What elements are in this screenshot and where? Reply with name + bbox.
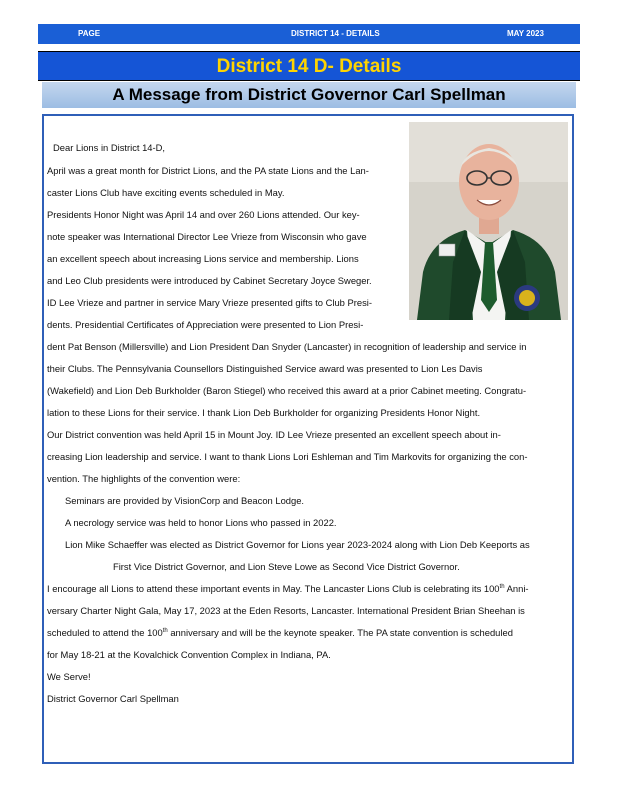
letter-line: Our District convention was held April 15 in Mount Joy. ID Lee Vrieze presented an excellent speech about in- — [47, 429, 501, 440]
letter-line: creasing Lion leadership and service. I want to thank Lions Lori Eshleman and Tim Markovits for organizing the con- — [47, 451, 528, 462]
letter-line: and Leo Club presidents were introduced by Cabinet Secretary Joyce Sweger. — [47, 275, 372, 286]
article-subtitle: A Message from District Governor Carl Spellman — [42, 82, 576, 108]
header-date-label: MAY 2023 — [507, 29, 544, 38]
closing-text: scheduled to attend the 100 — [47, 627, 163, 638]
letter-line: Presidents Honor Night was April 14 and over 260 Lions attended. Our key- — [47, 209, 360, 220]
highlight-item-continued: First Vice District Governor, and Lion Steve Lowe as Second Vice District Governor. — [113, 561, 460, 572]
portrait-icon — [409, 122, 568, 320]
letter-line: caster Lions Club have exciting events scheduled in May. — [47, 187, 285, 198]
governor-photo — [409, 122, 568, 320]
highlight-item: Seminars are provided by VisionCorp and Beacon Lodge. — [65, 495, 305, 506]
letter-line: ID Lee Vrieze and partner in service Mary Vrieze presented gifts to Club Presi- — [47, 297, 372, 308]
header-page-label: PAGE — [78, 29, 101, 38]
sign-off: We Serve! — [47, 671, 91, 682]
letter-line: lation to these Lions for their service. I thank Lion Deb Burkholder for organizing Presidents Honor Night. — [47, 407, 481, 418]
letter-line: dent Pat Benson (Millersville) and Lion President Dan Snyder (Lancaster) in recognition of leadership and service in — [47, 341, 527, 352]
closing-text: Anni- — [504, 583, 529, 594]
letter-line: an excellent speech about increasing Lions service and membership. Lions — [47, 253, 359, 264]
letter-line: for May 18-21 at the Kovalchick Convention Complex in Indiana, PA. — [47, 649, 331, 660]
header-section-label: DISTRICT 14 - DETAILS — [291, 29, 380, 38]
letter-greeting: Dear Lions in District 14-D, — [53, 142, 166, 153]
letter-line: vention. The highlights of the convention were: — [47, 473, 241, 484]
letter-line: (Wakefield) and Lion Deb Burkholder (Baron Stiegel) who received this award at a prior Cabinet meeting. Congratu- — [47, 385, 527, 396]
closing-text: anniversary and will be the keynote speaker. The PA state convention is scheduled — [167, 627, 513, 638]
letter-line — [47, 583, 529, 594]
letter-line: April was a great month for District Lions, and the PA state Lions and the Lan- — [47, 165, 369, 176]
letter-line: dents. Presidential Certificates of Appreciation were presented to Lion Presi- — [47, 319, 364, 330]
letter-line: their Clubs. The Pennsylvania Counsellors Distinguished Service award was presented to Lion Les Davis — [47, 363, 483, 374]
page-header-bar — [38, 24, 580, 44]
closing-text: I encourage all Lions to attend these important events in May. The Lancaster Lions Club is celebrating its 100 — [47, 583, 500, 594]
highlight-item: Lion Mike Schaeffer was elected as District Governor for Lions year 2023-2024 along with Lion Deb Keeports as — [65, 539, 530, 550]
letter-line: note speaker was International Director Lee Vrieze from Wisconsin who gave — [47, 231, 367, 242]
signature: District Governor Carl Spellman — [47, 693, 179, 704]
ordinal-suffix: th — [162, 627, 168, 634]
ordinal-suffix: th — [499, 583, 505, 590]
letter-line: versary Charter Night Gala, May 17, 2023 at the Eden Resorts, Lancaster. International President Brian Sheehan is — [47, 605, 525, 616]
page-title: District 14 D- Details — [38, 51, 580, 81]
letter-line — [47, 627, 513, 638]
highlight-item: A necrology service was held to honor Lions who passed in 2022. — [65, 517, 337, 528]
